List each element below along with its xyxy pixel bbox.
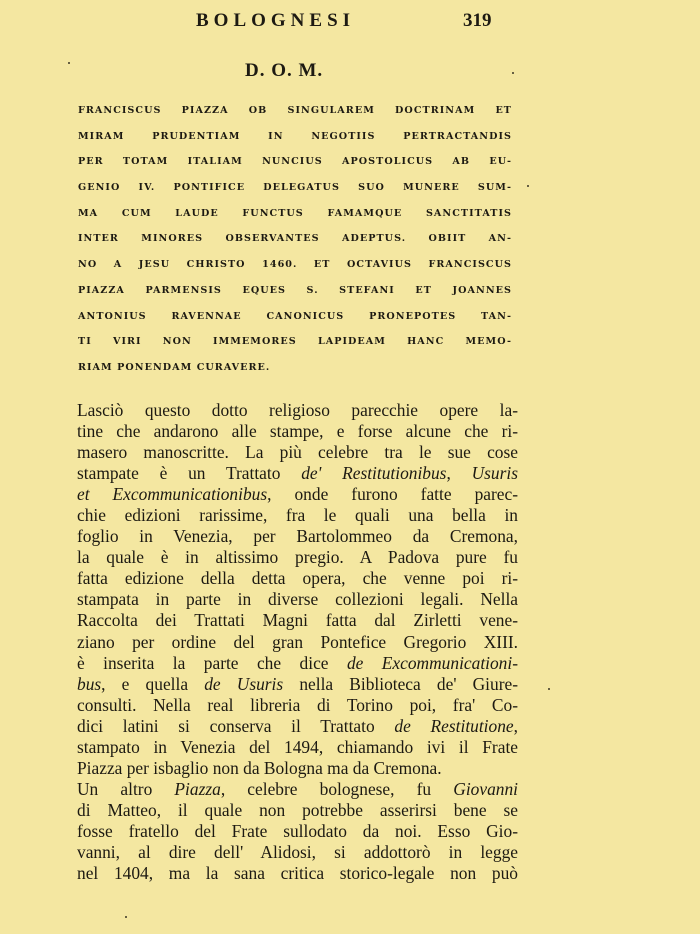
paper-speck [68,62,70,64]
inscription-line: MA CUM LAUDE FUNCTUS FAMAMQUE SANCTITATIS [78,207,512,219]
text-segment: la quale è in altissimo pregio. A Padova pure fu [77,547,518,568]
text-segment: consulti. Nella real libreria di Torino poi, fra' Co- [77,694,518,715]
text-segment: , [446,463,472,484]
paper-speck [512,72,514,74]
inscription-line: INTER MINORES OBSERVANTES ADEPTUS. OBIIT AN- [78,233,512,245]
page-number: 319 [463,10,492,31]
text-line [77,632,518,653]
italic-title-segment: bus [77,673,102,694]
text-line [77,863,518,884]
text-segment: è inserita la parte che dice [77,652,347,673]
text-segment: Lasciò questo dotto religioso parecchie opere la- [77,400,518,420]
text-line [77,400,518,421]
text-segment: Piazza per isbaglio non da Bologna ma da Cremona. [77,757,442,778]
text-segment: ziano per ordine del gran Pontefice Gregorio XIII. [77,631,518,652]
text-line [77,442,518,463]
running-head [0,10,700,36]
text-segment: stampato in Venezia del 1494, chiamando ivi il Frate [77,736,518,757]
inscription-line: TI VIRI NON IMMEMORES LAPIDEAM HANC MEMO- [78,336,512,348]
text-line [77,653,518,674]
text-line [77,821,518,842]
text-segment: stampate è un Trattato [77,463,302,484]
text-line [77,695,518,716]
text-line [77,610,518,631]
inscription-line: RIAM PONENDAM CURAVERE. [78,361,271,373]
inscription-line: NO A JESU CHRISTO 1460. ET OCTAVIUS FRANCISCUS [78,259,512,271]
text-line [77,589,518,610]
italic-title-segment: de Usuris [204,673,284,694]
italic-title-segment: et Excommunicationibus [77,484,268,505]
text-segment: di Matteo, il quale non potrebbe asserirsi bene se [77,799,518,820]
inscription-line: ANTONIUS RAVENNAE CANONICUS PRONEPOTES TAN- [78,310,512,322]
italic-title-segment: Piazza [174,778,221,799]
italic-title-segment: de' Restitutionibus [301,463,447,484]
text-line [77,463,518,484]
italic-title-segment: Giovanni [453,778,519,799]
dedication-heading: D. O. M. [245,60,324,81]
text-segment: vanni, al dire dell' Alidosi, si addottorò in legge [77,841,518,862]
text-segment: , e quella [101,673,205,694]
italic-title-segment: Usuris [471,463,518,484]
inscription-line: FRANCISCUS PIAZZA OB SINGULAREM DOCTRINAM ET [78,105,512,116]
text-line [77,526,518,547]
text-line [77,568,518,589]
text-segment: foglio in Venezia, per Bartolommeo da Cremona, [77,526,518,547]
text-segment: masero manoscritte. La più celebre tra le sue cose [77,442,518,463]
paper-speck [527,185,529,187]
text-segment: , [513,715,518,736]
text-line [77,758,518,779]
text-segment: stampata in parte in diverse collezioni legali. Nella [77,589,518,610]
running-title: BOLOGNESI [196,10,356,31]
text-line [77,547,518,568]
text-segment: dici latini si conserva il Trattato [77,715,395,736]
text-segment: Un altro [77,778,175,799]
text-segment: chie edizioni rarissime, fra le quali una bella in [77,505,518,526]
text-line [77,421,518,442]
body-text [77,400,518,884]
text-segment: fosse fratello del Frate sullodato da noi. Esso Gio- [77,820,518,841]
inscription-line: GENIO IV. PONTIFICE DELEGATUS SUO MUNERE SUM- [78,182,512,194]
text-line [77,737,518,758]
text-line [77,484,518,505]
text-segment: , onde furono fatte parec- [267,484,519,505]
text-line [77,505,518,526]
text-segment: nel 1404, ma la sana critica storico-legale non può [77,863,518,884]
text-line [77,716,518,737]
text-segment: Raccolta dei Trattati Magni fatta dal Zirletti vene- [77,610,518,631]
inscription-line: PER TOTAM ITALIAM NUNCIUS APOSTOLICUS AB EU- [78,156,512,168]
inscription-line: MIRAM PRUDENTIAM IN NEGOTIIS PERTRACTANDIS [78,130,512,142]
text-segment: tine che andarono alle stampe, e forse alcune che ri- [77,421,518,442]
text-segment: nella Biblioteca de' Giure- [283,673,518,694]
inscription-line: PIAZZA PARMENSIS EQUES S. STEFANI ET JOANNES [78,284,512,296]
text-segment: fatta edizione della detta opera, che venne poi ri- [77,568,518,589]
paper-speck [548,688,550,690]
italic-title-segment: de Excommunicationi- [346,652,518,673]
text-line [77,842,518,863]
text-line [77,800,518,821]
italic-title-segment: de Restitutione [394,715,514,736]
paper-speck [125,916,127,918]
epitaph-inscription [78,98,512,381]
text-segment: , celebre bolognese, fu [220,778,454,799]
text-line [77,779,518,800]
text-line [77,674,518,695]
